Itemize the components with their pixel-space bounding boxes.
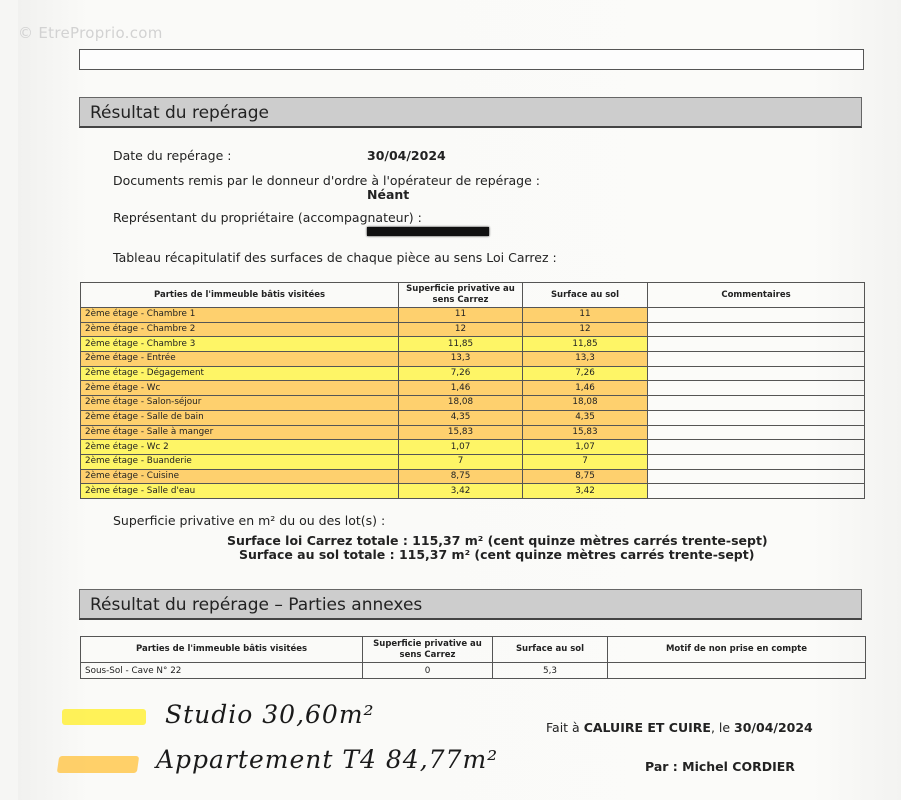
header-sol: Surface au sol xyxy=(523,283,648,308)
cell-sol: 15,83 xyxy=(523,425,648,440)
table-row xyxy=(81,352,865,367)
table-row xyxy=(81,425,865,440)
cell-carrez: 13,3 xyxy=(399,352,523,367)
fait-prefix: Fait à xyxy=(546,720,584,735)
cell-piece: 2ème étage - Dégagement xyxy=(81,366,399,381)
date-value: 30/04/2024 xyxy=(367,148,446,163)
fait-mid: , le xyxy=(710,720,735,735)
cell-commentaire xyxy=(648,396,865,411)
cell-commentaire xyxy=(648,366,865,381)
cell-carrez: 4,35 xyxy=(399,410,523,425)
cell-piece: Sous-Sol - Cave N° 22 xyxy=(81,663,363,679)
cell-carrez: 18,08 xyxy=(399,396,523,411)
cell-commentaire xyxy=(648,469,865,484)
table-row xyxy=(81,308,865,323)
cell-sol: 1,46 xyxy=(523,381,648,396)
cell-carrez: 8,75 xyxy=(399,469,523,484)
table-row xyxy=(81,322,865,337)
header-parties: Parties de l'immeuble bâtis visitées xyxy=(81,637,363,663)
watermark: © EtreProprio.com xyxy=(18,24,163,42)
header-parties: Parties de l'immeuble bâtis visitées xyxy=(81,283,399,308)
cell-commentaire xyxy=(648,484,865,499)
table-row xyxy=(81,366,865,381)
cell-sol: 1,07 xyxy=(523,440,648,455)
cell-sol: 8,75 xyxy=(523,469,648,484)
cell-commentaire xyxy=(648,352,865,367)
header-commentaires: Commentaires xyxy=(648,283,865,308)
cell-sol: 11,85 xyxy=(523,337,648,352)
cell-carrez: 12 xyxy=(399,322,523,337)
par-line xyxy=(645,759,795,774)
table-header-row xyxy=(81,283,865,308)
table-row xyxy=(81,410,865,425)
cell-carrez: 15,83 xyxy=(399,425,523,440)
table-row xyxy=(81,337,865,352)
cell-piece: 2ème étage - Entrée xyxy=(81,352,399,367)
table-row xyxy=(81,440,865,455)
cell-sol: 3,42 xyxy=(523,484,648,499)
fait-lieu: CALUIRE ET CUIRE xyxy=(583,720,711,735)
cell-commentaire xyxy=(648,440,865,455)
table-row xyxy=(81,663,866,679)
cell-piece: 2ème étage - Salle de bain xyxy=(81,410,399,425)
cell-commentaire xyxy=(648,381,865,396)
empty-top-box xyxy=(79,49,864,70)
table-row xyxy=(81,454,865,469)
cell-commentaire xyxy=(648,454,865,469)
cell-carrez: 11 xyxy=(399,308,523,323)
cell-carrez: 3,42 xyxy=(399,484,523,499)
handwritten-appartement: Appartement T4 84,77m² xyxy=(156,745,499,774)
par-name: Michel CORDIER xyxy=(682,759,795,774)
cell-carrez: 1,07 xyxy=(399,440,523,455)
header-sol: Surface au sol xyxy=(493,637,608,663)
cell-sol: 7,26 xyxy=(523,366,648,381)
cell-sol: 11 xyxy=(523,308,648,323)
cell-commentaire xyxy=(648,425,865,440)
cell-sol: 7 xyxy=(523,454,648,469)
cell-carrez: 0 xyxy=(363,663,493,679)
table-row xyxy=(81,396,865,411)
cell-piece: 2ème étage - Wc xyxy=(81,381,399,396)
cell-carrez: 11,85 xyxy=(399,337,523,352)
cell-carrez: 7,26 xyxy=(399,366,523,381)
table-row xyxy=(81,484,865,499)
cell-piece: 2ème étage - Salle à manger xyxy=(81,425,399,440)
date-label: Date du repérage : xyxy=(113,148,232,163)
cell-piece: 2ème étage - Buanderie xyxy=(81,454,399,469)
cell-motif xyxy=(608,663,866,679)
cell-commentaire xyxy=(648,308,865,323)
section-title-resultat: Résultat du repérage xyxy=(79,97,862,128)
cell-piece: 2ème étage - Chambre 1 xyxy=(81,308,399,323)
fait-date: 30/04/2024 xyxy=(734,720,813,735)
documents-label: Documents remis par le donneur d'ordre à l'opérateur de repérage : xyxy=(113,173,540,188)
cell-carrez: 1,46 xyxy=(399,381,523,396)
cell-sol: 5,3 xyxy=(493,663,608,679)
sol-total: Surface au sol totale : 115,37 m² (cent quinze mètres carrés trente-sept) xyxy=(239,547,755,562)
fait-a-line xyxy=(546,720,813,735)
table-row xyxy=(81,381,865,396)
carrez-total: Surface loi Carrez totale : 115,37 m² (cent quinze mètres carrés trente-sept) xyxy=(227,533,768,548)
header-motif: Motif de non prise en compte xyxy=(608,637,866,663)
superficie-label: Superficie privative en m² du ou des lot(s) : xyxy=(113,513,386,528)
tableau-label: Tableau récapitulatif des surfaces de chaque pièce au sens Loi Carrez : xyxy=(113,250,557,265)
cell-piece: 2ème étage - Wc 2 xyxy=(81,440,399,455)
surfaces-table xyxy=(80,282,865,499)
cell-commentaire xyxy=(648,410,865,425)
orange-marker-swatch xyxy=(57,756,139,773)
cell-carrez: 7 xyxy=(399,454,523,469)
table-header-row xyxy=(81,637,866,663)
cell-sol: 18,08 xyxy=(523,396,648,411)
redacted-name xyxy=(367,227,489,236)
handwritten-studio: Studio 30,60m² xyxy=(165,700,375,729)
cell-piece: 2ème étage - Chambre 3 xyxy=(81,337,399,352)
header-carrez: Superficie privative au sens Carrez xyxy=(363,637,493,663)
header-carrez: Superficie privative au sens Carrez xyxy=(399,283,523,308)
cell-piece: 2ème étage - Salon-séjour xyxy=(81,396,399,411)
cell-sol: 4,35 xyxy=(523,410,648,425)
cell-piece: 2ème étage - Salle d'eau xyxy=(81,484,399,499)
cell-commentaire xyxy=(648,337,865,352)
cell-piece: 2ème étage - Chambre 2 xyxy=(81,322,399,337)
representant-label: Représentant du propriétaire (accompagnateur) : xyxy=(113,210,422,225)
par-label: Par : xyxy=(645,759,683,774)
yellow-marker-swatch xyxy=(62,709,146,725)
cell-piece: 2ème étage - Cuisine xyxy=(81,469,399,484)
table-row xyxy=(81,469,865,484)
documents-value: Néant xyxy=(367,187,410,202)
section-title-annexes: Résultat du repérage – Parties annexes xyxy=(79,589,862,620)
cell-sol: 13,3 xyxy=(523,352,648,367)
annexes-table xyxy=(80,636,866,679)
cell-commentaire xyxy=(648,322,865,337)
cell-sol: 12 xyxy=(523,322,648,337)
